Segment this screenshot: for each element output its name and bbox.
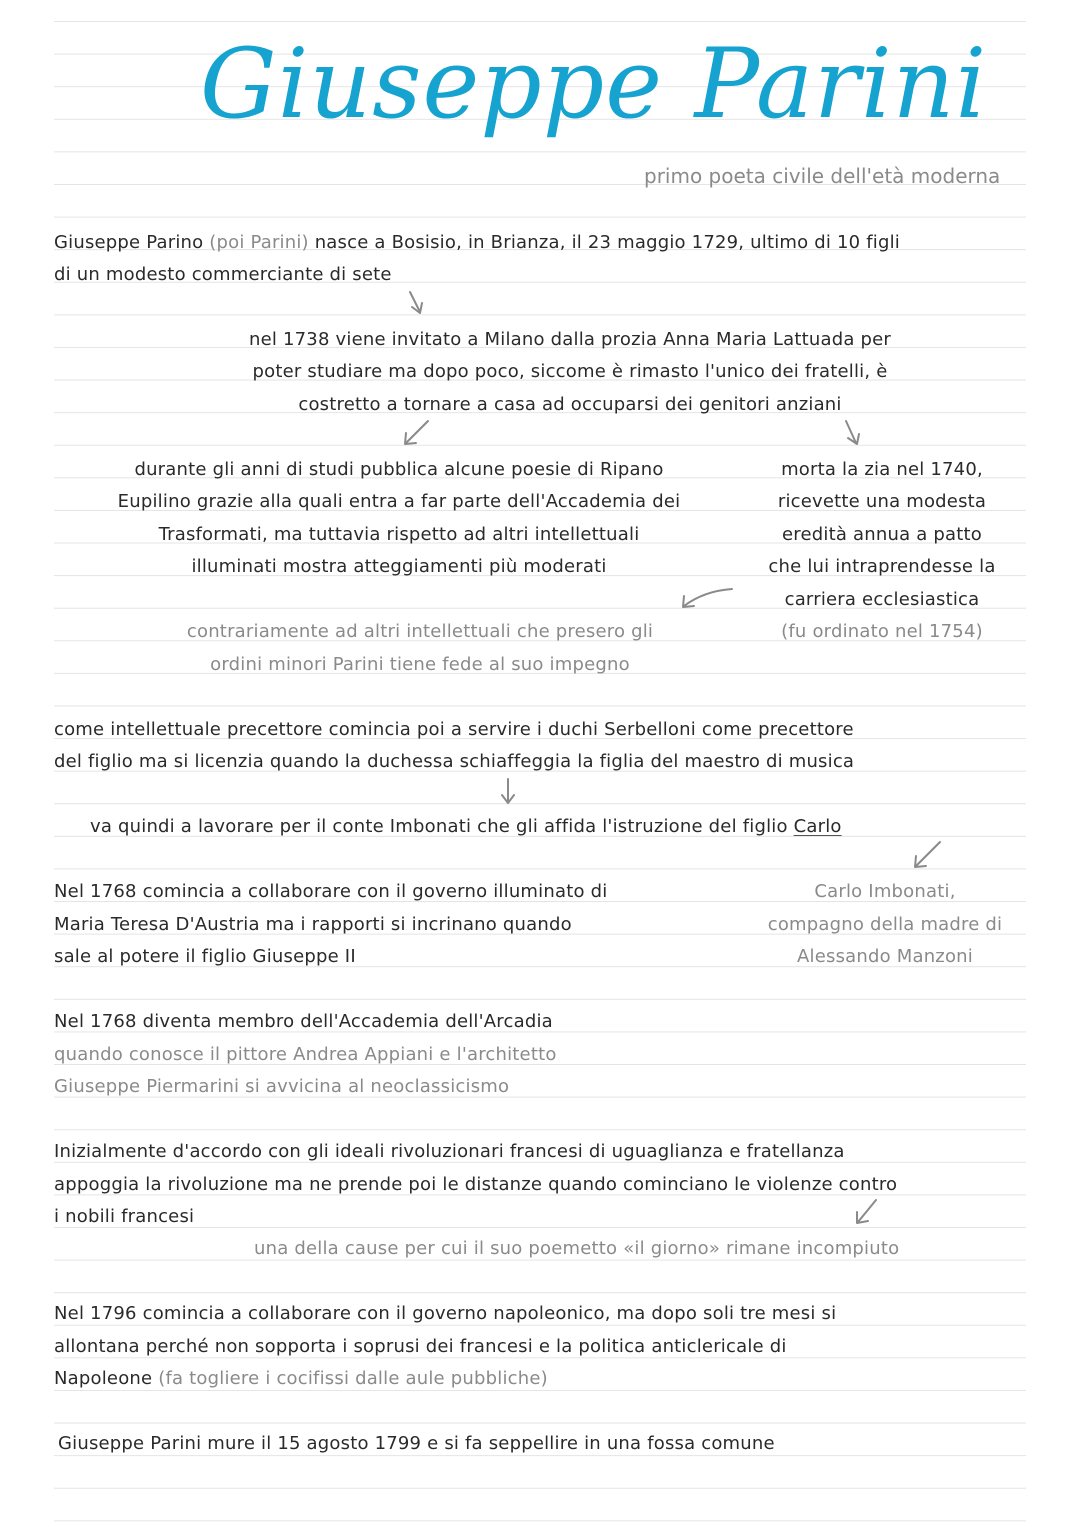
imbonati-text: va quindi a lavorare per il conte Imbonati che gli affida l'istruzione del figlio bbox=[90, 816, 788, 837]
studies-line-3: Trasformati, ma tuttavia rispetto ad altri intellettuali bbox=[158, 524, 640, 545]
arrow-carlo-to-note bbox=[915, 842, 940, 867]
studies-line-1: durante gli anni di studi pubblica alcune poesie di Ripano bbox=[134, 459, 664, 480]
arrow-milan-to-studies bbox=[405, 421, 428, 444]
birth-name-note: (poi Parini) bbox=[209, 232, 309, 253]
milan-line-3: costretto a tornare a casa ad occuparsi dei genitori anziani bbox=[298, 394, 842, 415]
birth-line-2: di un modesto commerciante di sete bbox=[54, 264, 392, 285]
aunt-line-2: ricevette una modesta bbox=[777, 491, 987, 512]
birth-text: nasce a Bosisio, in Brianza, il 23 maggio 1729, ultimo di 10 figli bbox=[314, 232, 901, 253]
carlo-note-line-2: compagno della madre di bbox=[767, 914, 1003, 935]
aunt-line-1: morta la zia nel 1740, bbox=[781, 459, 983, 480]
arrow-milan-to-aunt bbox=[846, 421, 859, 444]
page-subtitle: primo poeta civile dell'età moderna bbox=[644, 164, 1001, 188]
tutor-line-2: del figlio ma si licenzia quando la duchessa schiaffeggia la figlia del maestro di musica bbox=[54, 751, 855, 772]
birth-name: Giuseppe Parino bbox=[54, 232, 204, 253]
death-line: Giuseppe Parini mure il 15 agosto 1799 e si fa seppellire in una fossa comune bbox=[58, 1433, 775, 1454]
government-line-2: Maria Teresa D'Austria ma i rapporti si incrinano quando bbox=[54, 914, 572, 935]
arrow-birth-to-milan bbox=[410, 292, 422, 313]
arcadia-line-1: Nel 1768 diventa membro dell'Accademia dell'Arcadia bbox=[54, 1011, 553, 1032]
napoleon-line-2: allontana perché non sopporta i soprusi dei francesi e la politica anticlericale di bbox=[54, 1336, 787, 1357]
orders-line-2: ordini minori Parini tiene fede al suo impegno bbox=[210, 654, 630, 675]
government-line-1: Nel 1768 comincia a collaborare con il governo illuminato di bbox=[54, 881, 608, 902]
carlo-note-line-3: Alessando Manzoni bbox=[797, 946, 973, 967]
arcadia-line-2: quando conosce il pittore Andrea Appiani e l'architetto bbox=[54, 1044, 557, 1065]
tutor-line-1: come intellettuale precettore comincia poi a servire i duchi Serbelloni come precettore bbox=[54, 719, 854, 740]
arrow-tutor-to-imbonati bbox=[502, 779, 514, 803]
revolution-line-3: i nobili francesi bbox=[54, 1206, 195, 1227]
revolution-line-1: Inizialmente d'accordo con gli ideali rivoluzionari francesi di uguaglianza e fratellanza bbox=[54, 1141, 845, 1162]
orders-line-1: contrariamente ad altri intellettuali che presero gli bbox=[186, 621, 654, 642]
arcadia-line-3: Giuseppe Piermarini si avvicina al neoclassicismo bbox=[54, 1076, 510, 1097]
arrow-revolution-to-note bbox=[857, 1200, 876, 1223]
imbonati-carlo: Carlo bbox=[793, 816, 842, 837]
revolution-note: una della cause per cui il suo poemetto «il giorno» rimane incompiuto bbox=[254, 1238, 900, 1259]
milan-line-1: nel 1738 viene invitato a Milano dalla prozia Anna Maria Lattuada per bbox=[248, 329, 891, 350]
government-line-3: sale al potere il figlio Giuseppe II bbox=[54, 946, 356, 967]
milan-line-2: poter studiare ma dopo poco, siccome è rimasto l'unico dei fratelli, è bbox=[252, 361, 888, 382]
studies-line-4: illuminati mostra atteggiamenti più moderati bbox=[191, 556, 607, 577]
revolution-line-2: appoggia la rivoluzione ma ne prende poi le distanze quando cominciano le violenze contro bbox=[54, 1174, 898, 1195]
studies-line-2: Eupilino grazie alla quali entra a far parte dell'Accademia dei bbox=[117, 491, 681, 512]
napoleon-line-1: Nel 1796 comincia a collaborare con il governo napoleonico, ma dopo soli tre mesi si bbox=[54, 1303, 837, 1324]
napoleon-name: Napoleone bbox=[54, 1368, 153, 1389]
aunt-line-3: eredità annua a patto bbox=[782, 524, 982, 545]
aunt-line-4: che lui intraprendesse la bbox=[768, 556, 996, 577]
arrow-aunt-to-orders bbox=[683, 589, 732, 607]
page-title: Giuseppe Parini bbox=[200, 28, 988, 140]
napoleon-line-3 bbox=[54, 1363, 548, 1396]
carlo-note-line-1: Carlo Imbonati, bbox=[814, 881, 956, 902]
imbonati-line bbox=[90, 811, 842, 844]
aunt-line-5: carriera ecclesiastica bbox=[784, 589, 980, 610]
aunt-line-6: (fu ordinato nel 1754) bbox=[781, 621, 983, 642]
napoleon-note: (fa togliere i cocifissi dalle aule pubbliche) bbox=[158, 1368, 548, 1389]
birth-line-1 bbox=[54, 227, 900, 260]
